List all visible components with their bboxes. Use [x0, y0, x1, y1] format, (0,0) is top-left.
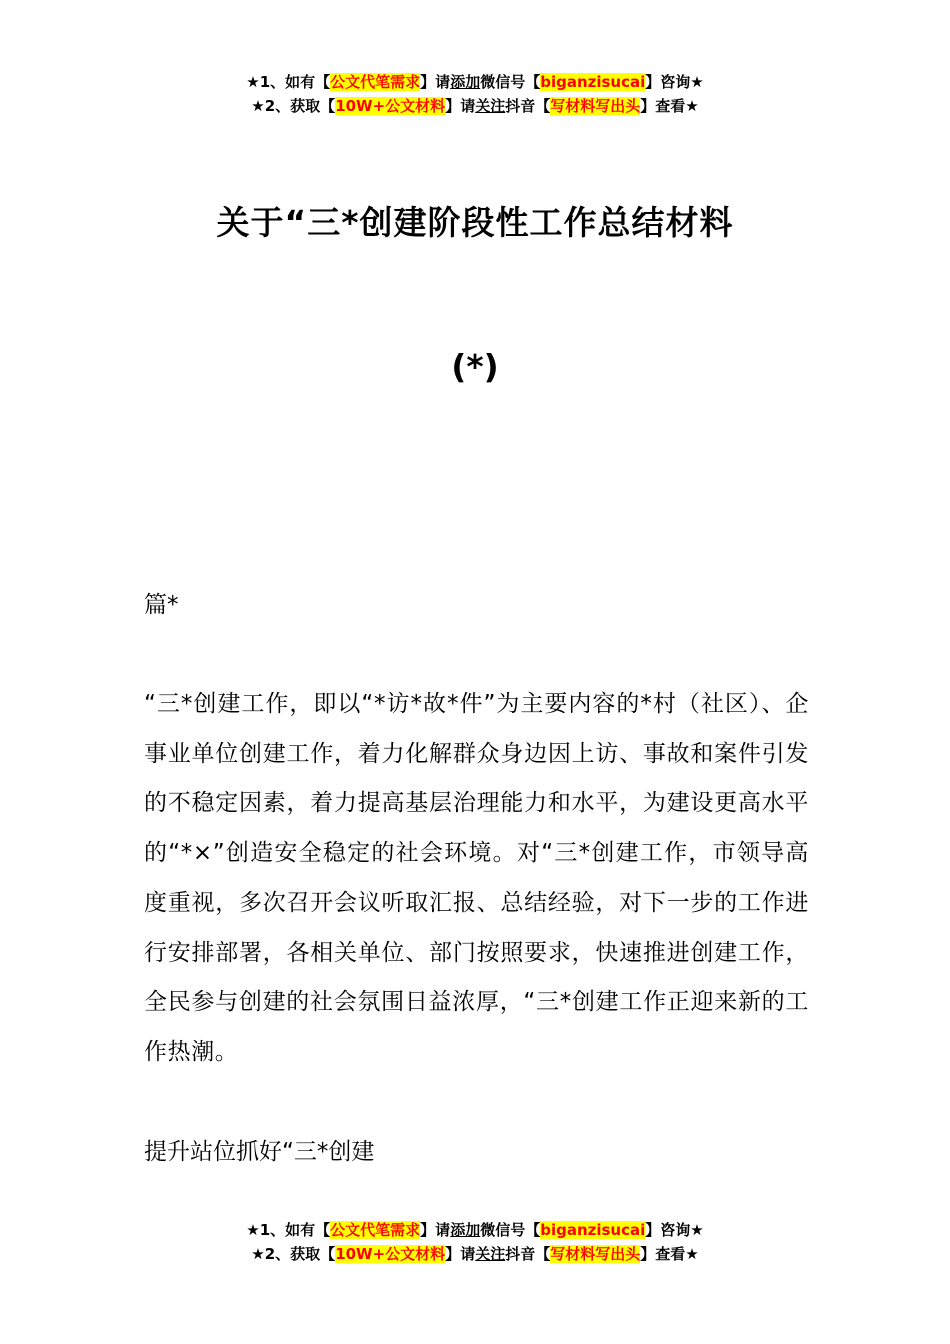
document-subtitle: (*): [451, 347, 499, 386]
highlight-service: 公文代笔需求: [330, 1221, 421, 1239]
highlight-wechat-id: biganzisucai: [540, 73, 646, 91]
footer-promo-line-1: ★1、如有【公文代笔需求】请添加微信号【biganzisucai】咨询★: [246, 1221, 704, 1239]
header-promo-line-1: ★1、如有【公文代笔需求】请添加微信号【biganzisucai】咨询★: [246, 73, 704, 91]
highlight-douyin-account: 写材料写出头: [550, 1245, 641, 1263]
document-title: 关于“三*创建阶段性工作总结材料: [216, 203, 734, 242]
highlight-service: 公文代笔需求: [330, 73, 421, 91]
section-label: 篇*: [144, 592, 179, 618]
body-paragraph: “三*创建工作，即以“*访*故*件”为主要内容的*村（社区）、企事业单位创建工作，着力化解群众身边因上访、事故和案件引发的不稳定因素，着力提高基层治理能力和水平，为建设更高水平的“*×”创造安全稳定的社会环境。对“三*创建工作，市领导高度重视，多次召开会议听取汇报、总结经验，对下一步的工作进行安排部署，各相关单位、部门按照要求，快速推进创建工作，全民参与创建的社会氛围日益浓厚，“三*创建工作正迎来新的工作热潮。: [144, 691, 809, 1065]
section-heading: 提升站位抓好“三*创建: [144, 1139, 375, 1165]
highlight-materials: 10W+公文材料: [335, 97, 446, 115]
header-promo: [0, 70, 950, 118]
highlight-douyin-account: 写材料写出头: [550, 97, 641, 115]
highlight-wechat-id: biganzisucai: [540, 1221, 646, 1239]
footer-promo-line-2: ★2、获取【10W+公文材料】请关注抖音【写材料写出头】查看★: [251, 1245, 699, 1263]
header-promo-line-2: ★2、获取【10W+公文材料】请关注抖音【写材料写出头】查看★: [251, 97, 699, 115]
highlight-materials: 10W+公文材料: [335, 1245, 446, 1263]
footer-promo: [0, 1218, 950, 1266]
